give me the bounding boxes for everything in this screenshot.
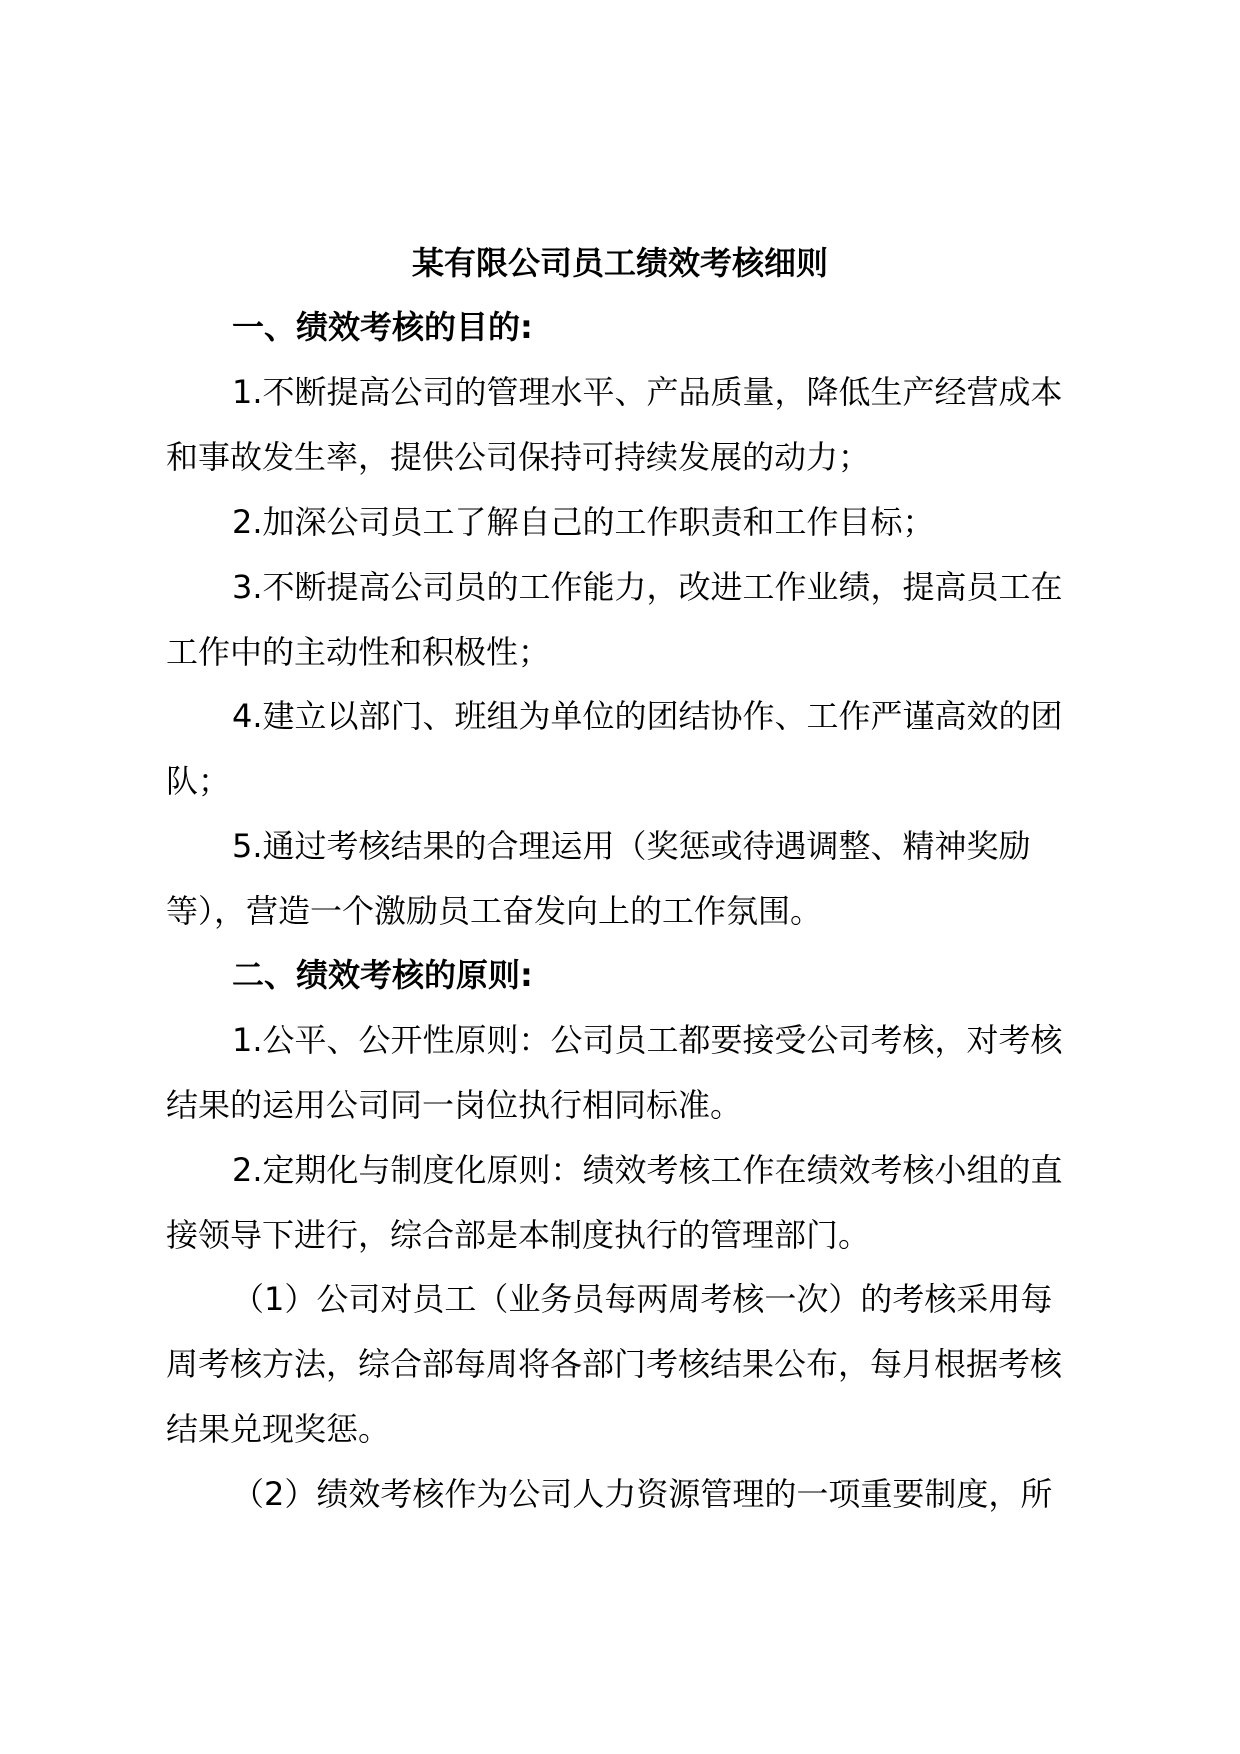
paragraph-line: 接领导下进行，综合部是本制度执行的管理部门。 xyxy=(166,1216,871,1254)
paragraph-line: 1.公平、公开性原则：公司员工都要接受公司考核，对考核 xyxy=(232,1021,1063,1059)
paragraph-line: 结果的运用公司同一岗位执行相同标准。 xyxy=(166,1086,743,1124)
section-heading-principles: 二、绩效考核的原则: xyxy=(232,956,533,994)
document-title: 某有限公司员工绩效考核细则 xyxy=(411,244,828,282)
paragraph-line: 和事故发生率，提供公司保持可持续发展的动力； xyxy=(166,438,871,476)
paragraph-line: （1）公司对员工（业务员每两周考核一次）的考核采用每 xyxy=(232,1280,1053,1318)
paragraph-line: 结果兑现奖惩。 xyxy=(166,1410,391,1448)
paragraph-line: 工作中的主动性和积极性； xyxy=(166,633,551,671)
paragraph-line: 队； xyxy=(166,762,231,800)
paragraph-line: 1.不断提高公司的管理水平、产品质量，降低生产经营成本 xyxy=(232,373,1063,411)
section-heading-purpose: 一、绩效考核的目的: xyxy=(232,308,533,346)
paragraph-line: 5.通过考核结果的合理运用（奖惩或待遇调整、精神奖励 xyxy=(232,827,1031,865)
paragraph-line: 3.不断提高公司员的工作能力，改进工作业绩，提高员工在 xyxy=(232,568,1063,606)
paragraph-line: 周考核方法，综合部每周将各部门考核结果公布，每月根据考核 xyxy=(166,1345,1063,1383)
paragraph-line: 等），营造一个激励员工奋发向上的工作氛围。 xyxy=(166,892,823,930)
paragraph-line: （2）绩效考核作为公司人力资源管理的一项重要制度，所 xyxy=(232,1475,1053,1513)
paragraph-line: 2.加深公司员工了解自己的工作职责和工作目标； xyxy=(232,503,935,541)
paragraph-line: 2.定期化与制度化原则：绩效考核工作在绩效考核小组的直 xyxy=(232,1151,1063,1189)
paragraph-line: 4.建立以部门、班组为单位的团结协作、工作严谨高效的团 xyxy=(232,697,1063,735)
